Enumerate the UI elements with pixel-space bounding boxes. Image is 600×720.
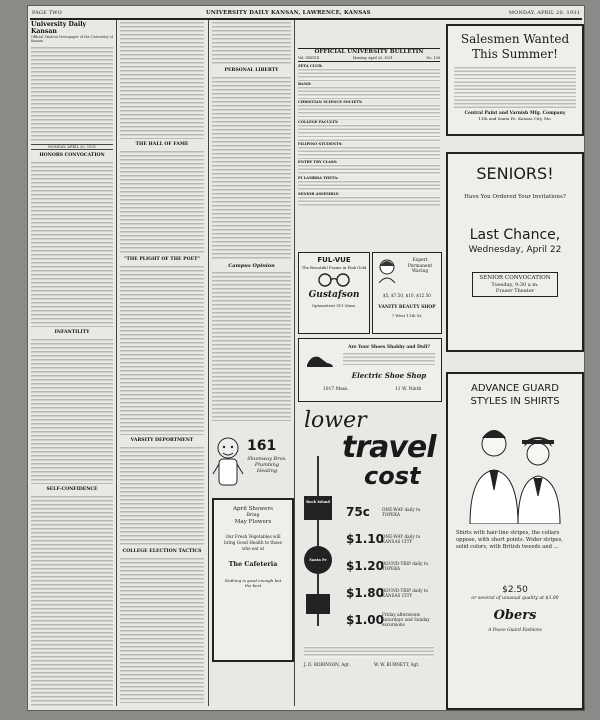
infantility-heading: INFANTILITY bbox=[54, 330, 90, 336]
child-icon bbox=[211, 434, 245, 490]
advance-headline: ADVANCE GUARD STYLES IN SHIRTS bbox=[470, 383, 560, 407]
fare-list bbox=[346, 498, 438, 633]
shoe-address1: 1017 Mass. bbox=[323, 387, 349, 392]
fare-row bbox=[346, 552, 438, 579]
vanity-shop: VANITY BEAUTY SHOP bbox=[378, 305, 436, 310]
fare-trip: ROUND-TRIP daily to KANSAS CITY bbox=[382, 587, 428, 598]
masthead-subtitle: Official Student Newspaper of the University of Kansas bbox=[31, 35, 113, 44]
advance-footer: A Peace Guard Fashions bbox=[488, 628, 542, 633]
seniors-deadline-label: Last Chance, bbox=[469, 227, 561, 243]
cafeteria-line4: Our Fresh Vegetables will bring Good Health to those who eat at bbox=[224, 534, 282, 551]
shoe-icon bbox=[305, 351, 335, 371]
seniors-deadline-day: Wednesday, April 22 bbox=[468, 245, 562, 255]
advance-subprice: or several of unusual quality at $3.00 bbox=[471, 596, 559, 601]
bulletin-item-heading: BAND: bbox=[298, 82, 312, 86]
fare-row bbox=[346, 606, 438, 633]
shoe-question: Are Your Shoes Shabby and Dull? bbox=[348, 345, 430, 350]
woman-portrait-icon bbox=[376, 257, 398, 283]
shoe-shop-name: Electric Shoe Shop bbox=[351, 371, 427, 380]
bulletin-item-heading: COLLEGE FACULTY: bbox=[298, 120, 339, 124]
advance-guard-ad bbox=[446, 372, 584, 710]
bulletin-item-heading: FILIPINO STUDENTS: bbox=[298, 142, 343, 146]
vanity-address: 7 West 11th St. bbox=[391, 313, 423, 318]
fare-row bbox=[346, 498, 438, 525]
travel-word-travel: travel bbox=[342, 430, 436, 465]
obers-logo: Obers bbox=[493, 608, 537, 623]
men-in-shirts-illustration bbox=[460, 414, 570, 524]
bulletin-item-heading: SENIOR ASSEMBLY: bbox=[298, 192, 340, 196]
bulletin-title: OFFICIAL UNIVERSITY BULLETIN bbox=[298, 48, 440, 56]
editorial-column-3 bbox=[212, 21, 291, 431]
fulvue-logo: Gustafson bbox=[308, 290, 360, 300]
honors-heading: HONORS CONVOCATION bbox=[39, 153, 105, 159]
travel-cost-ad bbox=[298, 406, 440, 706]
fulvue-tagline: The Beautiful Frame in Pink Gold bbox=[301, 265, 367, 270]
personal-liberty-heading: PERSONAL LIBERTY bbox=[224, 68, 279, 73]
travel-word-cost: cost bbox=[364, 462, 421, 490]
bulletin-item-heading: CHRISTIAN SCIENCE SOCIETY: bbox=[298, 100, 363, 104]
vanity-line3: Waving bbox=[411, 269, 429, 275]
self-confidence-heading: SELF-CONFIDENCE bbox=[46, 487, 98, 493]
fulvue-address: Optometrist 911 Mass. bbox=[311, 303, 357, 308]
vanity-prices: $5, $7.50, $10, $12.50 bbox=[383, 293, 431, 298]
advance-price: $2.50 bbox=[502, 585, 528, 595]
travel-word-lower: lower bbox=[304, 408, 367, 433]
shumway-ad bbox=[211, 434, 291, 492]
bulletin-item-heading: ZETA CLUB: bbox=[298, 64, 323, 68]
cafeteria-footer: Nothing is good enough but the best bbox=[224, 578, 282, 589]
college-election-heading: COLLEGE ELECTION TACTICS bbox=[122, 549, 202, 554]
vanity-line1: Expert bbox=[412, 258, 428, 263]
column-rule bbox=[208, 20, 209, 706]
vanity-beauty-ad bbox=[372, 252, 442, 334]
cafeteria-line2: Bring bbox=[246, 513, 260, 518]
editorial-column-1 bbox=[31, 21, 113, 707]
shoe-address2: 11 W. Ninth bbox=[395, 387, 422, 392]
seniors-ad bbox=[446, 152, 584, 352]
senior-convocation-time: Tuesday, 9:30 a.m. bbox=[491, 282, 539, 288]
fare-price: $1.10 bbox=[346, 531, 384, 546]
editorial-column-2 bbox=[120, 21, 204, 707]
bus-route-icon bbox=[302, 456, 334, 626]
bulletin-day: Monday, April 20, 1931 bbox=[352, 56, 393, 60]
cafeteria-name: The Cafeteria bbox=[228, 560, 278, 568]
bulletin-item-heading: ENTRY TRY CLASS: bbox=[298, 160, 338, 164]
senior-convocation-label: SENIOR CONVOCATION bbox=[479, 275, 551, 281]
official-bulletin bbox=[298, 48, 440, 244]
column-rule bbox=[116, 20, 117, 706]
salesmen-wanted-ad bbox=[446, 24, 584, 136]
bulletin-volume: Vol. XXXVIII bbox=[298, 56, 320, 60]
seniors-headline: SENIORS! bbox=[476, 164, 554, 183]
fare-trip: ONE-WAY daily to KANSAS CITY bbox=[382, 533, 421, 544]
fare-price: $1.20 bbox=[346, 558, 384, 573]
seniors-question: Have You Ordered Your Invitations? bbox=[464, 194, 566, 200]
santa-fe-label: Santa Fe bbox=[309, 558, 327, 562]
campus-opinion-heading: Campus Opinion bbox=[228, 263, 275, 269]
top-rule bbox=[30, 18, 582, 20]
paper-name: UNIVERSITY DAILY KANSAN, LAWRENCE, KANSAS bbox=[206, 10, 371, 16]
fare-price: 75c bbox=[346, 504, 370, 519]
senior-convocation-place: Fraser Theater bbox=[495, 288, 535, 294]
masthead-dateline: MONDAY, APRIL 20, 1931 bbox=[31, 144, 113, 150]
advance-body: Shirts with hair-line stripes, the collars oppose, with short points. Wider stripes, solid colors, with British tweeds and ... bbox=[456, 530, 563, 550]
page-label: PAGE TWO bbox=[32, 10, 62, 16]
column-rule bbox=[294, 20, 295, 706]
fare-trip: Friday afternoons Saturdays and Sunday excursions bbox=[382, 612, 430, 627]
salesmen-address: 11th and Santa Fe, Kansas City, Mo. bbox=[478, 116, 552, 121]
hall-of-fame-heading: THE HALL OF FAME bbox=[135, 142, 189, 147]
bulletin-item-heading: PI LAMBDA THETA: bbox=[298, 176, 339, 180]
salesmen-company: Central Paint and Varnish Mfg. Company bbox=[464, 111, 566, 116]
electric-shoe-ad bbox=[298, 338, 442, 402]
eyeglasses-icon bbox=[316, 273, 352, 287]
fare-trip: ROUND-TRIP daily to TOPEKA bbox=[382, 560, 428, 571]
fulvue-ad bbox=[298, 252, 370, 334]
masthead-title: University Daily Kansan bbox=[31, 21, 87, 35]
varsity-deportment-heading: VARSITY DEPORTMENT bbox=[130, 438, 194, 443]
cafeteria-line1: April Showers bbox=[232, 506, 274, 512]
fare-row bbox=[346, 579, 438, 606]
newspaper-page bbox=[28, 6, 584, 710]
fulvue-brand: FUL-VUE bbox=[317, 256, 351, 264]
fare-row bbox=[346, 525, 438, 552]
bulletin-number: No. 138 bbox=[426, 56, 440, 60]
cafeteria-line3: May Flowers bbox=[234, 519, 272, 525]
vanity-line2: Permanent bbox=[407, 263, 433, 269]
shumway-name: Shumway Bros. Plumbing Heating bbox=[247, 456, 287, 474]
travel-agent1: J. D. ROBINSON, Agt. bbox=[304, 662, 350, 667]
rock-island-label: Rock Island bbox=[306, 500, 330, 504]
plight-of-poet-heading: "THE PLIGHT OF THE POET" bbox=[124, 257, 200, 262]
bulletin-items bbox=[298, 64, 440, 206]
salesmen-headline: Salesmen Wanted This Summer! bbox=[460, 32, 570, 61]
shumway-number: 161 bbox=[247, 438, 277, 454]
fare-trip: ONE-WAY daily to TOPEKA bbox=[382, 506, 421, 517]
travel-agent2: W. W. BURNETT, Agt. bbox=[374, 662, 420, 667]
fare-price: $1.80 bbox=[346, 585, 384, 600]
fare-price: $1.00 bbox=[346, 612, 384, 627]
page-date: MONDAY, APRIL 20, 1931 bbox=[508, 10, 580, 16]
cafeteria-ad bbox=[212, 498, 294, 662]
